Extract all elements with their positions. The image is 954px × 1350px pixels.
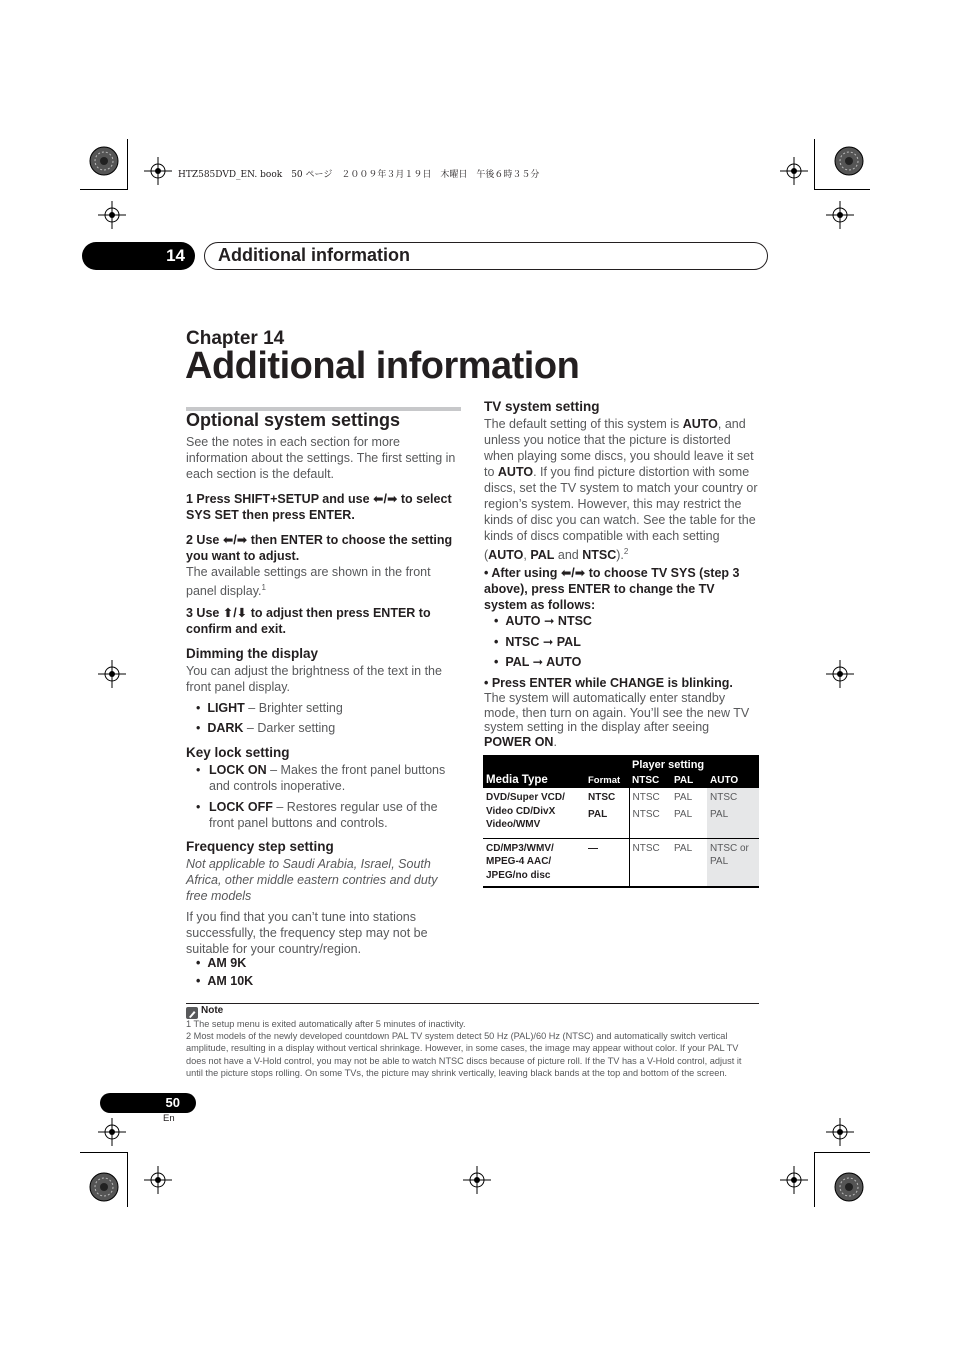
crop-mark xyxy=(814,1152,815,1207)
footnote-ref: 2 xyxy=(623,547,629,556)
list-item: • AM 10K xyxy=(196,974,254,988)
table-header: PAL xyxy=(671,773,707,788)
list-item: • LOCK ON – Makes the front panel buttons and controls inoperative. xyxy=(196,763,446,793)
chapter-number-tab xyxy=(82,242,195,270)
registration-mark-icon xyxy=(98,660,126,688)
language-code: En xyxy=(163,1113,175,1124)
dimming-title: Dimming the display xyxy=(186,646,319,661)
table-row xyxy=(483,838,759,886)
registration-mark-icon xyxy=(463,1166,491,1194)
page-number-tab xyxy=(100,1093,196,1113)
dimming-body: You can adjust the brightness of the text in the front panel display. xyxy=(186,664,442,694)
step-2-note: The available settings are shown in the front panel display.$^1$ xyxy=(186,565,431,599)
table-header: AUTO xyxy=(707,773,759,788)
table-header: Player setting xyxy=(629,755,759,773)
registration-mark-icon xyxy=(144,1166,172,1194)
footnote-ref: 1 xyxy=(261,583,266,592)
footnote-1: 1 The setup menu is exited automatically after 5 minutes of inactivity. xyxy=(186,1019,466,1029)
after-using-step: • After using ⬅/➡ to choose TV SYS (step 3 above), press ENTER to change the TV system as follows: xyxy=(484,566,740,612)
rosette-mark-icon xyxy=(89,146,119,176)
rosette-mark-icon xyxy=(834,1172,864,1202)
crop-mark xyxy=(814,139,815,189)
print-slug: HTZ585DVD_EN. book 50 ページ ２００９年３月１９日 木曜日 午後６時３５分 xyxy=(178,170,540,180)
crop-mark xyxy=(127,1152,128,1207)
table-cell: PAL xyxy=(674,842,693,854)
section-title: Optional system settings xyxy=(186,410,401,430)
table-header: Media Type xyxy=(483,755,585,788)
crop-mark xyxy=(814,189,870,190)
registration-mark-icon xyxy=(780,1166,808,1194)
registration-mark-icon xyxy=(826,660,854,688)
table-header: Format xyxy=(585,755,629,788)
running-header-title: Additional information xyxy=(218,245,410,265)
list-item: • DARK – Darker setting xyxy=(196,721,336,735)
registration-mark-icon xyxy=(144,157,172,185)
registration-mark-icon xyxy=(98,1118,126,1146)
list-item: • NTSC ➞ PAL xyxy=(494,635,581,649)
crop-mark xyxy=(80,189,128,190)
note-label: Note xyxy=(201,1005,224,1016)
running-header xyxy=(204,242,768,270)
table-cell: PAL PAL xyxy=(674,792,693,820)
media-table xyxy=(483,755,759,888)
chapter-label: Chapter 14 xyxy=(186,328,285,349)
notes-rule xyxy=(186,1003,759,1004)
registration-mark-icon xyxy=(826,201,854,229)
table-cell: NTSC PAL xyxy=(585,788,629,838)
freq-title: Frequency step setting xyxy=(186,839,334,854)
tv-system-body: The default setting of this system is AUTO, and unless you notice that the picture is distorted when playing some discs, you should leave it set to AUTO. If you find picture distortion with some discs, set the TV system to match your country or region’s system. However, this may restrict the kinds of disc you can watch. See the table for the kinds of discs compatible with each setting (AUTO, PAL and NTSC).$^2$ xyxy=(484,417,758,563)
crop-mark xyxy=(127,139,128,189)
table-cell: NTSC or PAL xyxy=(707,838,759,886)
freq-body: If you find that you can’t tune into stations successfully, the frequency step may not be suitable for your country/region. xyxy=(186,910,428,956)
list-item: • AM 9K xyxy=(196,956,247,970)
rosette-mark-icon xyxy=(834,146,864,176)
rosette-mark-icon xyxy=(89,1172,119,1202)
list-item: • PAL ➞ AUTO xyxy=(494,655,582,669)
tv-system-title: TV system setting xyxy=(484,399,600,414)
footnote-2: 2 Most models of the newly developed countdown PAL TV system detect 50 Hz (PAL)/60 Hz (NTSC) and automatically switch vertical amplitude, resulting in a display without vertical shrinkage. However, in some cases, the image may appear without color. If your PAL TV does not have a V-Hold control, you may not be able to watch NTSC discs because of picture roll. If the TV has a V-Hold control, adjust it until the picture stops rolling. On some TVs, the picture may shrink vertically, leaving black bands at the top and bottom of the screen. xyxy=(186,1031,742,1078)
table-cell: NTSC PAL xyxy=(707,788,759,838)
table-cell: NTSC xyxy=(632,842,660,854)
list-item: • LOCK OFF – Restores regular use of the front panel buttons and controls. xyxy=(196,800,438,830)
crop-mark xyxy=(814,1152,870,1153)
table-row xyxy=(483,788,759,838)
press-enter-step: • Press ENTER while CHANGE is blinking. xyxy=(484,676,733,690)
page-number: 50 xyxy=(165,1095,180,1110)
table-header: NTSC xyxy=(629,773,671,788)
registration-mark-icon xyxy=(826,1118,854,1146)
step-1: 1 Press SHIFT+SETUP and use ⬅/➡ to select SYS SET then press ENTER. xyxy=(186,492,452,522)
step-3: 3 Use ⬆/⬇ to adjust then press ENTER to confirm and exit. xyxy=(186,606,431,636)
table-cell: NTSC NTSC xyxy=(632,792,660,820)
table-cell: CD/MP3/WMV/ MPEG-4 AAC/ JPEG/no disc xyxy=(486,842,554,881)
registration-mark-icon xyxy=(98,201,126,229)
standby-text: The system will automatically enter standby mode, then turn on again. You’ll see the new TV system setting in the display after seeing POWER ON. xyxy=(484,691,750,749)
chapter-number: 14 xyxy=(166,246,185,265)
keylock-title: Key lock setting xyxy=(186,745,290,760)
list-item: • LIGHT – Brighter setting xyxy=(196,701,343,715)
crop-mark xyxy=(80,1152,128,1153)
intro-text: See the notes in each section for more information about the settings. The first setting in each section is the default. xyxy=(186,435,456,481)
table-cell: DVD/Super VCD/ Video CD/DivX Video/WMV xyxy=(486,792,565,830)
step-2: 2 Use ⬅/➡ then ENTER to choose the setting you want to adjust. xyxy=(186,533,453,563)
list-item: • AUTO ➞ NTSC xyxy=(494,614,592,628)
chapter-title: Additional information xyxy=(185,345,580,387)
registration-mark-icon xyxy=(780,157,808,185)
freq-note: Not applicable to Saudi Arabia, Israel, South Africa, other middle eastern contries and duty free models xyxy=(186,857,438,903)
table-cell: — xyxy=(585,838,629,886)
